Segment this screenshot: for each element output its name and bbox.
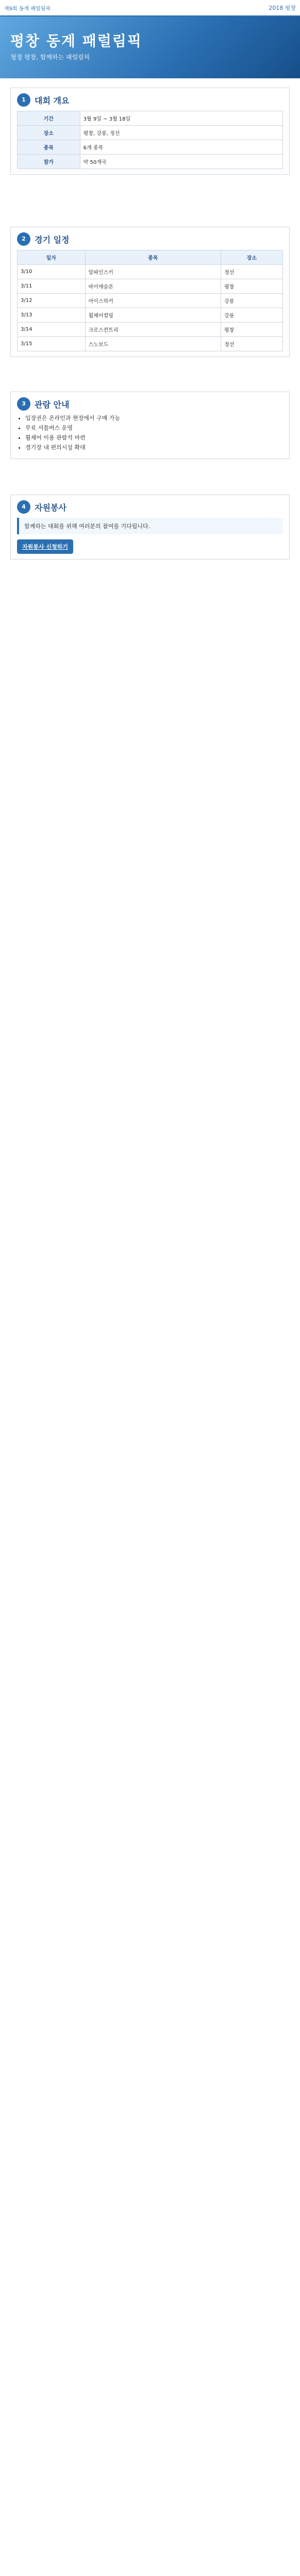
schedule-venue: 강릉 [221,294,283,308]
top-bar [0,0,300,16]
section-number-1: 1 [17,93,30,107]
overview-row [18,155,283,169]
viewing-item: • 무료 셔틀버스 운영 [25,425,283,432]
schedule-col-venue: 장소 [221,250,283,265]
schedule-sport: 크로스컨트리 [85,323,221,337]
schedule-box [10,227,290,357]
section-title: 자원봉사 [35,502,66,513]
schedule-sport: 바이애슬론 [85,279,221,294]
schedule-header [17,232,283,246]
section-volunteer [10,495,290,560]
overview-row [18,111,283,126]
section-overview [10,88,290,175]
overview-row [18,126,283,140]
overview-value: 6개 종목 [80,140,282,155]
overview-label: 종목 [18,140,80,155]
section-viewing [10,392,290,459]
overview-value: 평창, 강릉, 정선 [80,126,282,140]
viewing-item: • 휠체어 이용 관람석 마련 [25,434,283,442]
viewing-list [17,415,283,451]
header-left-text: 제9회 동계 패럴림픽 [4,6,51,12]
overview-row [18,140,283,155]
overview-value: 약 50개국 [80,155,282,169]
schedule-venue: 정선 [221,337,283,351]
schedule-table [17,250,283,351]
schedule-date: 3/10 [18,265,86,279]
volunteer-desc: 함께하는 대회를 위해 여러분의 참여를 기다립니다. [24,523,151,530]
schedule-venue: 평창 [221,323,283,337]
schedule-sport: 휠체어컬링 [85,308,221,323]
volunteer-cta-wrap [17,539,283,554]
hero-banner [0,16,300,78]
schedule-date: 3/13 [18,308,86,323]
schedule-col-date: 일자 [18,250,86,265]
overview-value: 3월 9일 ~ 3월 18일 [80,111,282,126]
schedule-col-sport: 종목 [85,250,221,265]
schedule-sport: 알파인스키 [85,265,221,279]
volunteer-header [17,500,283,514]
schedule-sport: 아이스하키 [85,294,221,308]
schedule-sport: 스노보드 [85,337,221,351]
section-title: 경기 일정 [35,234,70,245]
hero-subtitle: 청정 평창, 함께하는 패럴림픽 [10,54,90,61]
schedule-row [18,308,283,323]
schedule-row [18,294,283,308]
viewing-item: • 경기장 내 편의시설 확대 [25,444,283,452]
viewing-header [17,397,283,411]
section-number-3: 3 [17,397,30,411]
overview-box [10,88,290,175]
overview-table [17,111,283,169]
schedule-date: 3/11 [18,279,86,294]
schedule-date: 3/15 [18,337,86,351]
schedule-date: 3/12 [18,294,86,308]
volunteer-box [10,495,290,560]
hero-title: 평창 동계 패럴림픽 [10,32,142,49]
viewing-item: • 입장권은 온라인과 현장에서 구매 가능 [25,415,283,422]
schedule-row [18,279,283,294]
section-schedule [10,227,290,357]
header-right-text: 2018 평창 [269,5,296,11]
schedule-row [18,265,283,279]
overview-label: 장소 [18,126,80,140]
volunteer-apply-button[interactable]: 자원봉사 신청하기 [17,539,73,554]
schedule-date: 3/14 [18,323,86,337]
overview-label: 참가 [18,155,80,169]
schedule-venue: 강릉 [221,308,283,323]
section-title: 대회 개요 [35,95,70,106]
schedule-header-row [18,250,283,265]
schedule-venue: 평창 [221,279,283,294]
overview-label: 기간 [18,111,80,126]
schedule-row [18,323,283,337]
volunteer-callout [17,518,283,534]
schedule-venue: 정선 [221,265,283,279]
section-title: 관람 안내 [35,399,70,410]
section-number-4: 4 [17,500,30,514]
overview-header [17,93,283,107]
schedule-row [18,337,283,351]
viewing-box [10,392,290,459]
section-number-2: 2 [17,232,30,246]
